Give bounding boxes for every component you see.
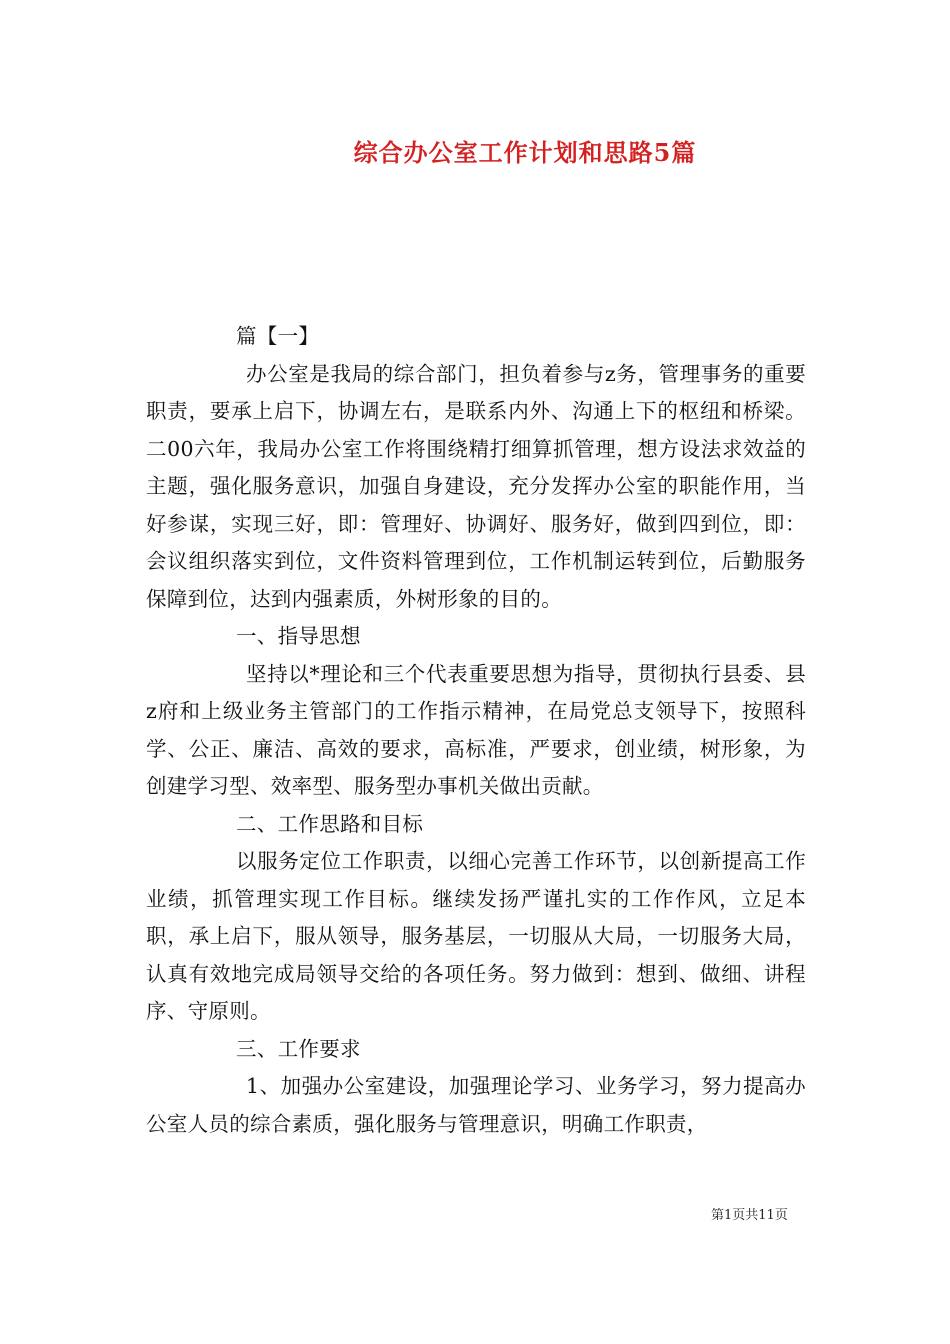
document-title: 综合办公室工作计划和思路5篇 xyxy=(353,138,697,167)
paragraph-guiding-ideology: 坚持以*理论和三个代表重要思想为指导，贯彻执行县委、县z府和上级业务主管部门的工作指示精神，在局党总支领导下，按照科学、公正、廉洁、高效的要求，高标准，严要求，创业绩，树形象，为创建学习型、效率型、服务型办事机关做出贡献。 xyxy=(146,661,806,798)
heading-work-requirements: 三、工作要求 xyxy=(236,1036,361,1061)
section-label: 篇【一】 xyxy=(236,324,320,348)
page-footer: 第1页共11页 xyxy=(711,1208,788,1223)
paragraph-requirement-1: 1、加强办公室建设，加强理论学习、业务学习，努力提高办公室人员的综合素质，强化服务与管理意识，明确工作职责， xyxy=(146,1074,806,1136)
heading-work-ideas: 二、工作思路和目标 xyxy=(236,811,424,836)
heading-guiding-ideology: 一、指导思想 xyxy=(236,624,361,648)
paragraph-work-ideas: 以服务定位工作职责，以细心完善工作环节，以创新提高工作业绩，抓管理实现工作目标。继续发扬严谨扎实的工作作风，立足本职，承上启下，服从领导，服务基层，一切服从大局，一切服务大局，认真有效地完成局领导交给的各项任务。努力做到：想到、做细、讲程序、守原则。 xyxy=(146,849,806,1023)
paragraph-intro: 办公室是我局的综合部门，担负着参与z务，管理事务的重要职责，要承上启下，协调左右，是联系内外、沟通上下的枢纽和桥梁。二00六年，我局办公室工作将围绕精打细算抓管理，想方设法求效益的主题，强化服务意识，加强自身建设，充分发挥办公室的职能作用，当好参谋，实现三好，即：管理好、协调好、服务好，做到四到位，即：会议组织落实到位，文件资料管理到位，工作机制运转到位，后勤服务保障到位，达到内强素质，外树形象的目的。 xyxy=(146,361,806,611)
document-body xyxy=(146,318,806,1143)
